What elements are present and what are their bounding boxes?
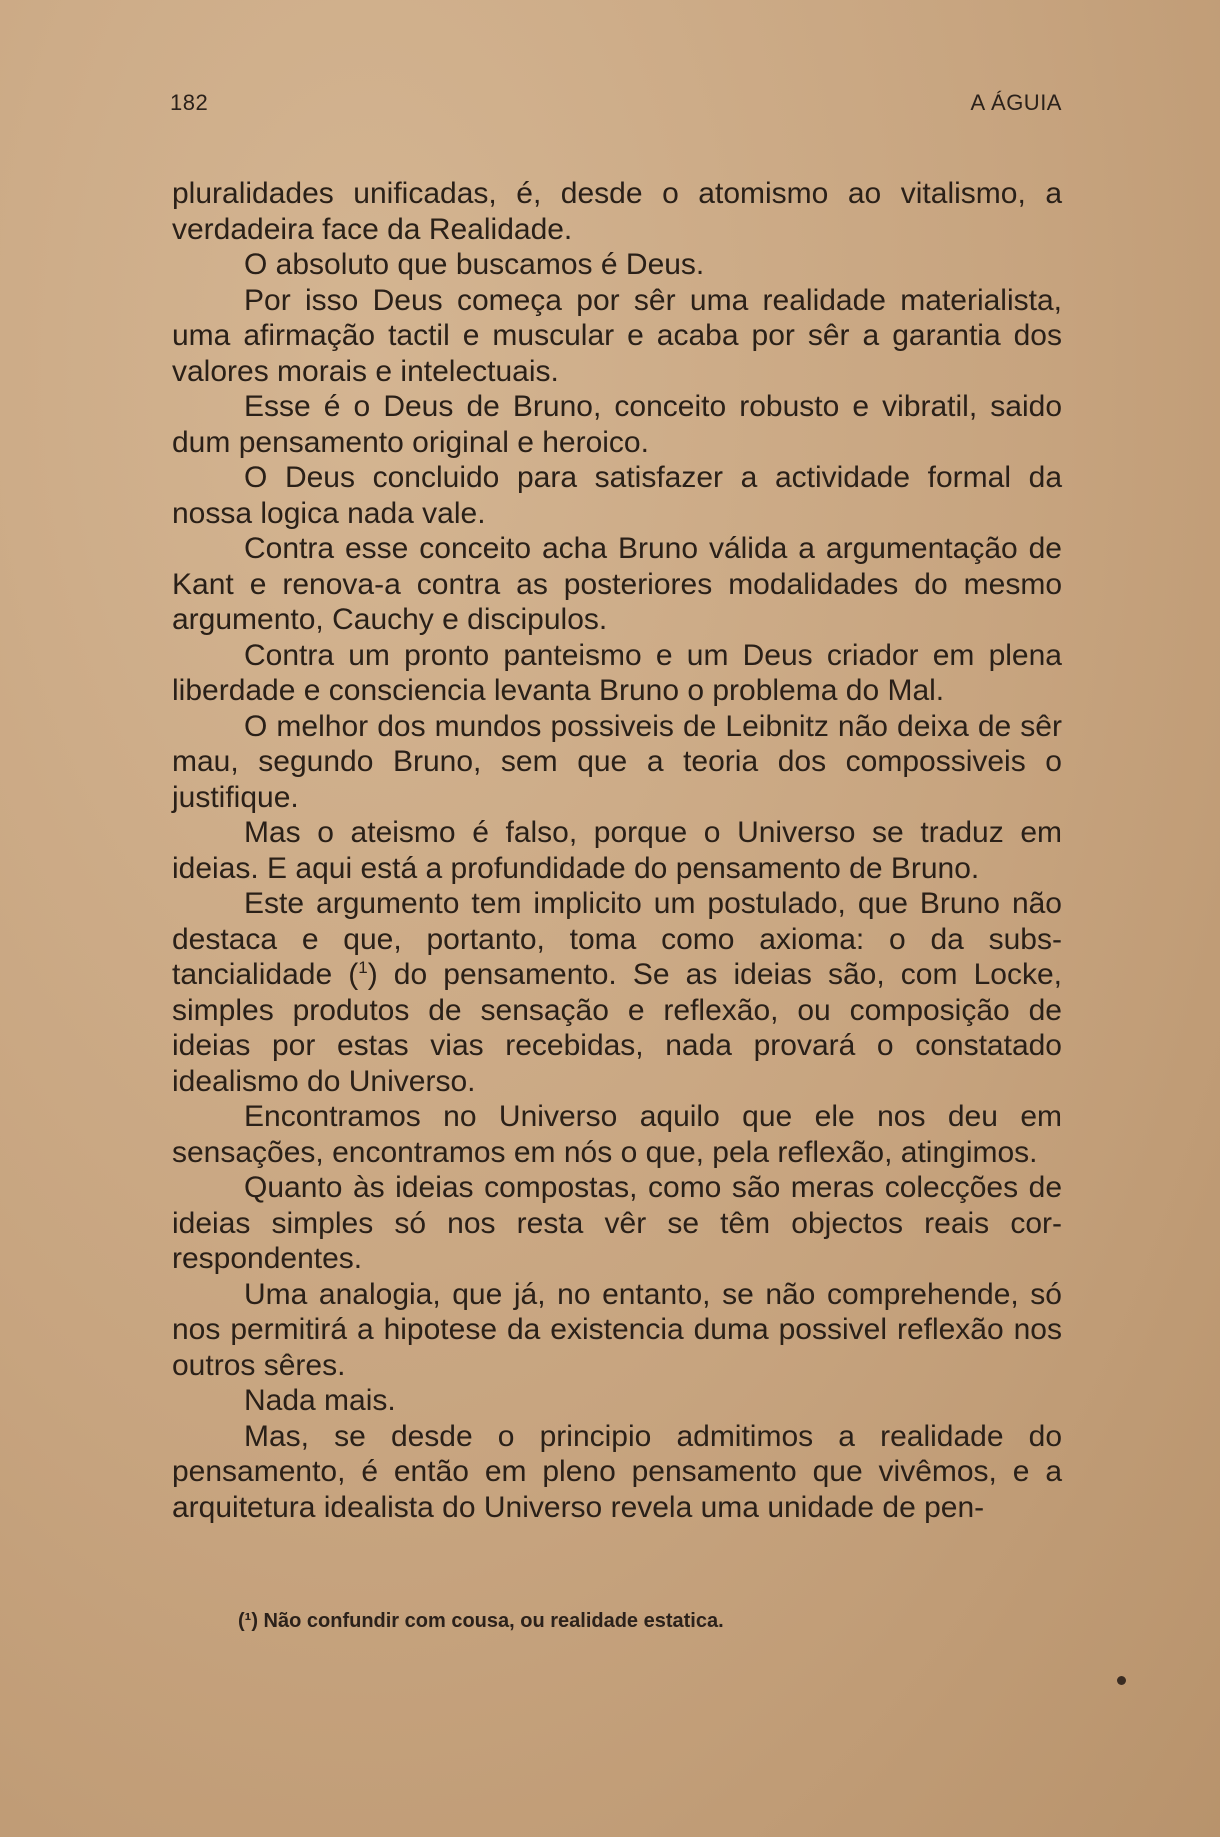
footnote <box>238 1610 1058 1633</box>
paragraph: Mas, se desde o principio admitimos a realidade do pensamento, é então em pleno pensamento que vivêmos, e a arquitetura idealista do Universo revela uma unidade de pen- <box>172 1419 1062 1524</box>
paragraph: Contra um pronto panteismo e um Deus criador em plena liberdade e consciencia levanta Bruno o problema do Mal. <box>172 638 1062 707</box>
paragraph: Esse é o Deus de Bruno, conceito robusto e vibratil, saido dum pensamento original e heroico. <box>172 390 1062 459</box>
paragraph: Nada mais. <box>244 1384 396 1417</box>
paragraph: O absoluto que buscamos é Deus. <box>244 248 705 281</box>
paragraph-text: Este argumento tem implicito um postulado, que Bruno não destaca e que, portanto, toma como axioma: o da substancialidade ( <box>172 887 1062 991</box>
running-title: A ÁGUIA <box>970 90 1062 115</box>
ink-stain <box>1117 1676 1126 1685</box>
footnote-marker: (¹) <box>238 1610 258 1632</box>
paragraph: pluralidades unificadas, é, desde o atomismo ao vitalismo, a verdadeira face da Realidade. <box>172 177 1062 246</box>
paragraph: Mas o ateismo é falso, porque o Universo se traduz em ideias. E aqui está a profundidade do pensamento de Bruno. <box>172 816 1062 885</box>
paragraph: O Deus concluido para satisfazer a actividade formal da nossa logica nada vale. <box>172 461 1062 530</box>
paragraph: O melhor dos mundos possiveis de Leibnitz não deixa de sêr mau, segundo Bruno, sem que a teoria dos compossiveis o justifique. <box>172 709 1062 814</box>
running-header <box>170 90 1062 116</box>
paragraph: Encontramos no Universo aquilo que ele nos deu em sensações, encontramos em nós o que, pela reflexão, atingimos. <box>172 1100 1062 1169</box>
page-number: 182 <box>170 90 209 115</box>
paragraph-text: ) do pensamento. Se as ideias são, com Locke, simples produtos de sensação e reflexão, ou composição de ideias por estas vias recebidas, nada provará o constatado idealismo do Universo. <box>172 958 1062 1098</box>
paragraph: Por isso Deus começa por sêr uma realidade materialista, uma afirmação tactil e muscular e acaba por sêr a garantia dos valores morais e intelectuais. <box>172 283 1062 388</box>
paragraph: Contra esse conceito acha Bruno válida a argumentação de Kant e renova-a contra as posteriores modalidades do mesmo argumento, Cauchy e discipulos. <box>172 532 1062 636</box>
footnote-reference: 1 <box>358 958 368 977</box>
footnote-text: Não confundir com cousa, ou realidade estatica. <box>263 1610 724 1632</box>
paragraph: Uma analogia, que já, no entanto, se não comprehende, só nos permitirá a hipotese da existencia duma possivel reflexão nos outros sêres. <box>172 1277 1062 1382</box>
paragraph-with-footnote-ref <box>172 886 1062 1099</box>
paragraph: Quanto às ideias compostas, como são meras colecções de ideias simples só nos resta vêr se têm objectos reais correspondentes. <box>172 1171 1062 1275</box>
body-text <box>172 176 1062 1525</box>
